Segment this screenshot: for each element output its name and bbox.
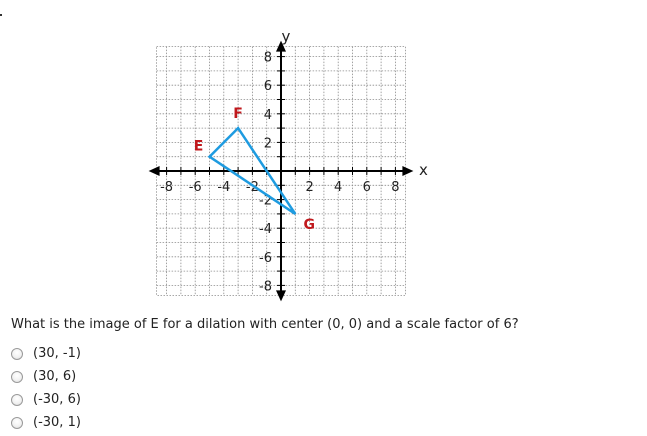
radio-button[interactable]: [11, 394, 23, 406]
question-text: What is the image of E for a dilation with center (0, 0) and a scale factor of 6?: [11, 317, 519, 332]
y-tick-label: 2: [263, 136, 272, 152]
arrow-left-icon: [149, 166, 160, 176]
y-axis-label: y: [281, 27, 291, 46]
tick-labels: [160, 28, 428, 295]
radio-button[interactable]: [11, 417, 23, 429]
y-tick-label: 6: [263, 79, 272, 95]
x-tick-label: -8: [160, 180, 174, 195]
vertex-label-g: G: [303, 216, 316, 233]
x-tick-label: -4: [217, 180, 231, 195]
answer-options: [11, 342, 81, 434]
x-tick-label: 2: [305, 180, 314, 195]
arrow-down-icon: [276, 290, 286, 301]
arrow-right-icon: [402, 166, 413, 176]
answer-option-label: (-30, 6): [33, 392, 81, 407]
radio-button[interactable]: [11, 371, 23, 383]
answer-option-label: (-30, 1): [33, 415, 81, 430]
y-tick-label: -6: [259, 250, 272, 266]
axes: [149, 41, 414, 302]
x-axis-label: x: [418, 161, 428, 179]
y-tick-label: -4: [259, 222, 272, 238]
answer-option-3[interactable]: [11, 388, 81, 411]
answer-option-4[interactable]: [11, 411, 81, 434]
answer-option-label: (30, 6): [33, 369, 77, 384]
y-tick-label: -2: [259, 193, 272, 209]
y-tick-label: 4: [263, 107, 272, 123]
answer-option-1[interactable]: [11, 342, 81, 365]
vertex-label-f: F: [233, 106, 243, 123]
y-tick-label: 8: [263, 50, 272, 66]
y-tick-label: -8: [259, 279, 272, 295]
x-tick-label: 6: [362, 180, 371, 195]
x-tick-label: 8: [391, 180, 400, 195]
vertex-label-e: E: [193, 138, 204, 155]
x-tick-label: -2: [245, 180, 259, 195]
answer-option-label: (30, -1): [33, 346, 81, 361]
x-tick-label: 4: [334, 180, 343, 195]
answer-option-2[interactable]: [11, 365, 81, 388]
radio-button[interactable]: [11, 348, 23, 360]
x-tick-label: -6: [188, 180, 202, 195]
